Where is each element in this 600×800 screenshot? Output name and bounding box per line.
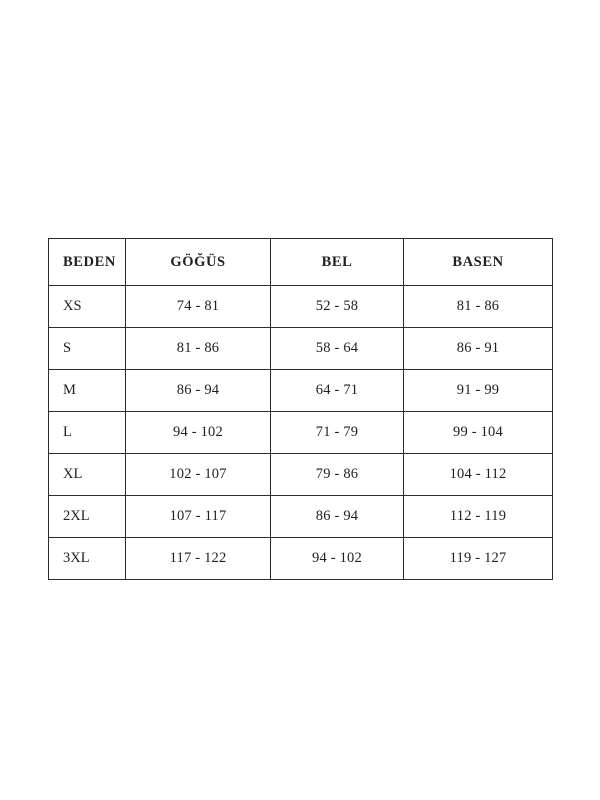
cell-waist: 86 - 94 (271, 496, 404, 538)
cell-waist: 71 - 79 (271, 412, 404, 454)
cell-chest: 117 - 122 (126, 538, 271, 580)
cell-waist: 94 - 102 (271, 538, 404, 580)
cell-hip: 99 - 104 (404, 412, 553, 454)
table-row (49, 454, 553, 496)
cell-hip: 104 - 112 (404, 454, 553, 496)
cell-hip: 119 - 127 (404, 538, 553, 580)
cell-size: XS (49, 286, 126, 328)
table-row (49, 412, 553, 454)
table-row (49, 286, 553, 328)
cell-size: 2XL (49, 496, 126, 538)
table-row (49, 370, 553, 412)
cell-chest: 74 - 81 (126, 286, 271, 328)
cell-hip: 81 - 86 (404, 286, 553, 328)
cell-waist: 64 - 71 (271, 370, 404, 412)
size-chart-container (48, 238, 552, 580)
table-row (49, 496, 553, 538)
column-header-size: BEDEN (49, 239, 126, 286)
column-header-hip: BASEN (404, 239, 553, 286)
column-header-chest: GÖĞÜS (126, 239, 271, 286)
table-row (49, 328, 553, 370)
cell-size: XL (49, 454, 126, 496)
cell-waist: 79 - 86 (271, 454, 404, 496)
cell-chest: 86 - 94 (126, 370, 271, 412)
column-header-waist: BEL (271, 239, 404, 286)
table-body (49, 286, 553, 580)
table-header-row (49, 239, 553, 286)
cell-hip: 91 - 99 (404, 370, 553, 412)
cell-size: L (49, 412, 126, 454)
size-chart-table (48, 238, 553, 580)
cell-waist: 52 - 58 (271, 286, 404, 328)
cell-size: S (49, 328, 126, 370)
table-header (49, 239, 553, 286)
table-row (49, 538, 553, 580)
cell-chest: 102 - 107 (126, 454, 271, 496)
cell-size: M (49, 370, 126, 412)
cell-hip: 86 - 91 (404, 328, 553, 370)
cell-chest: 107 - 117 (126, 496, 271, 538)
cell-hip: 112 - 119 (404, 496, 553, 538)
cell-size: 3XL (49, 538, 126, 580)
cell-chest: 81 - 86 (126, 328, 271, 370)
cell-waist: 58 - 64 (271, 328, 404, 370)
cell-chest: 94 - 102 (126, 412, 271, 454)
